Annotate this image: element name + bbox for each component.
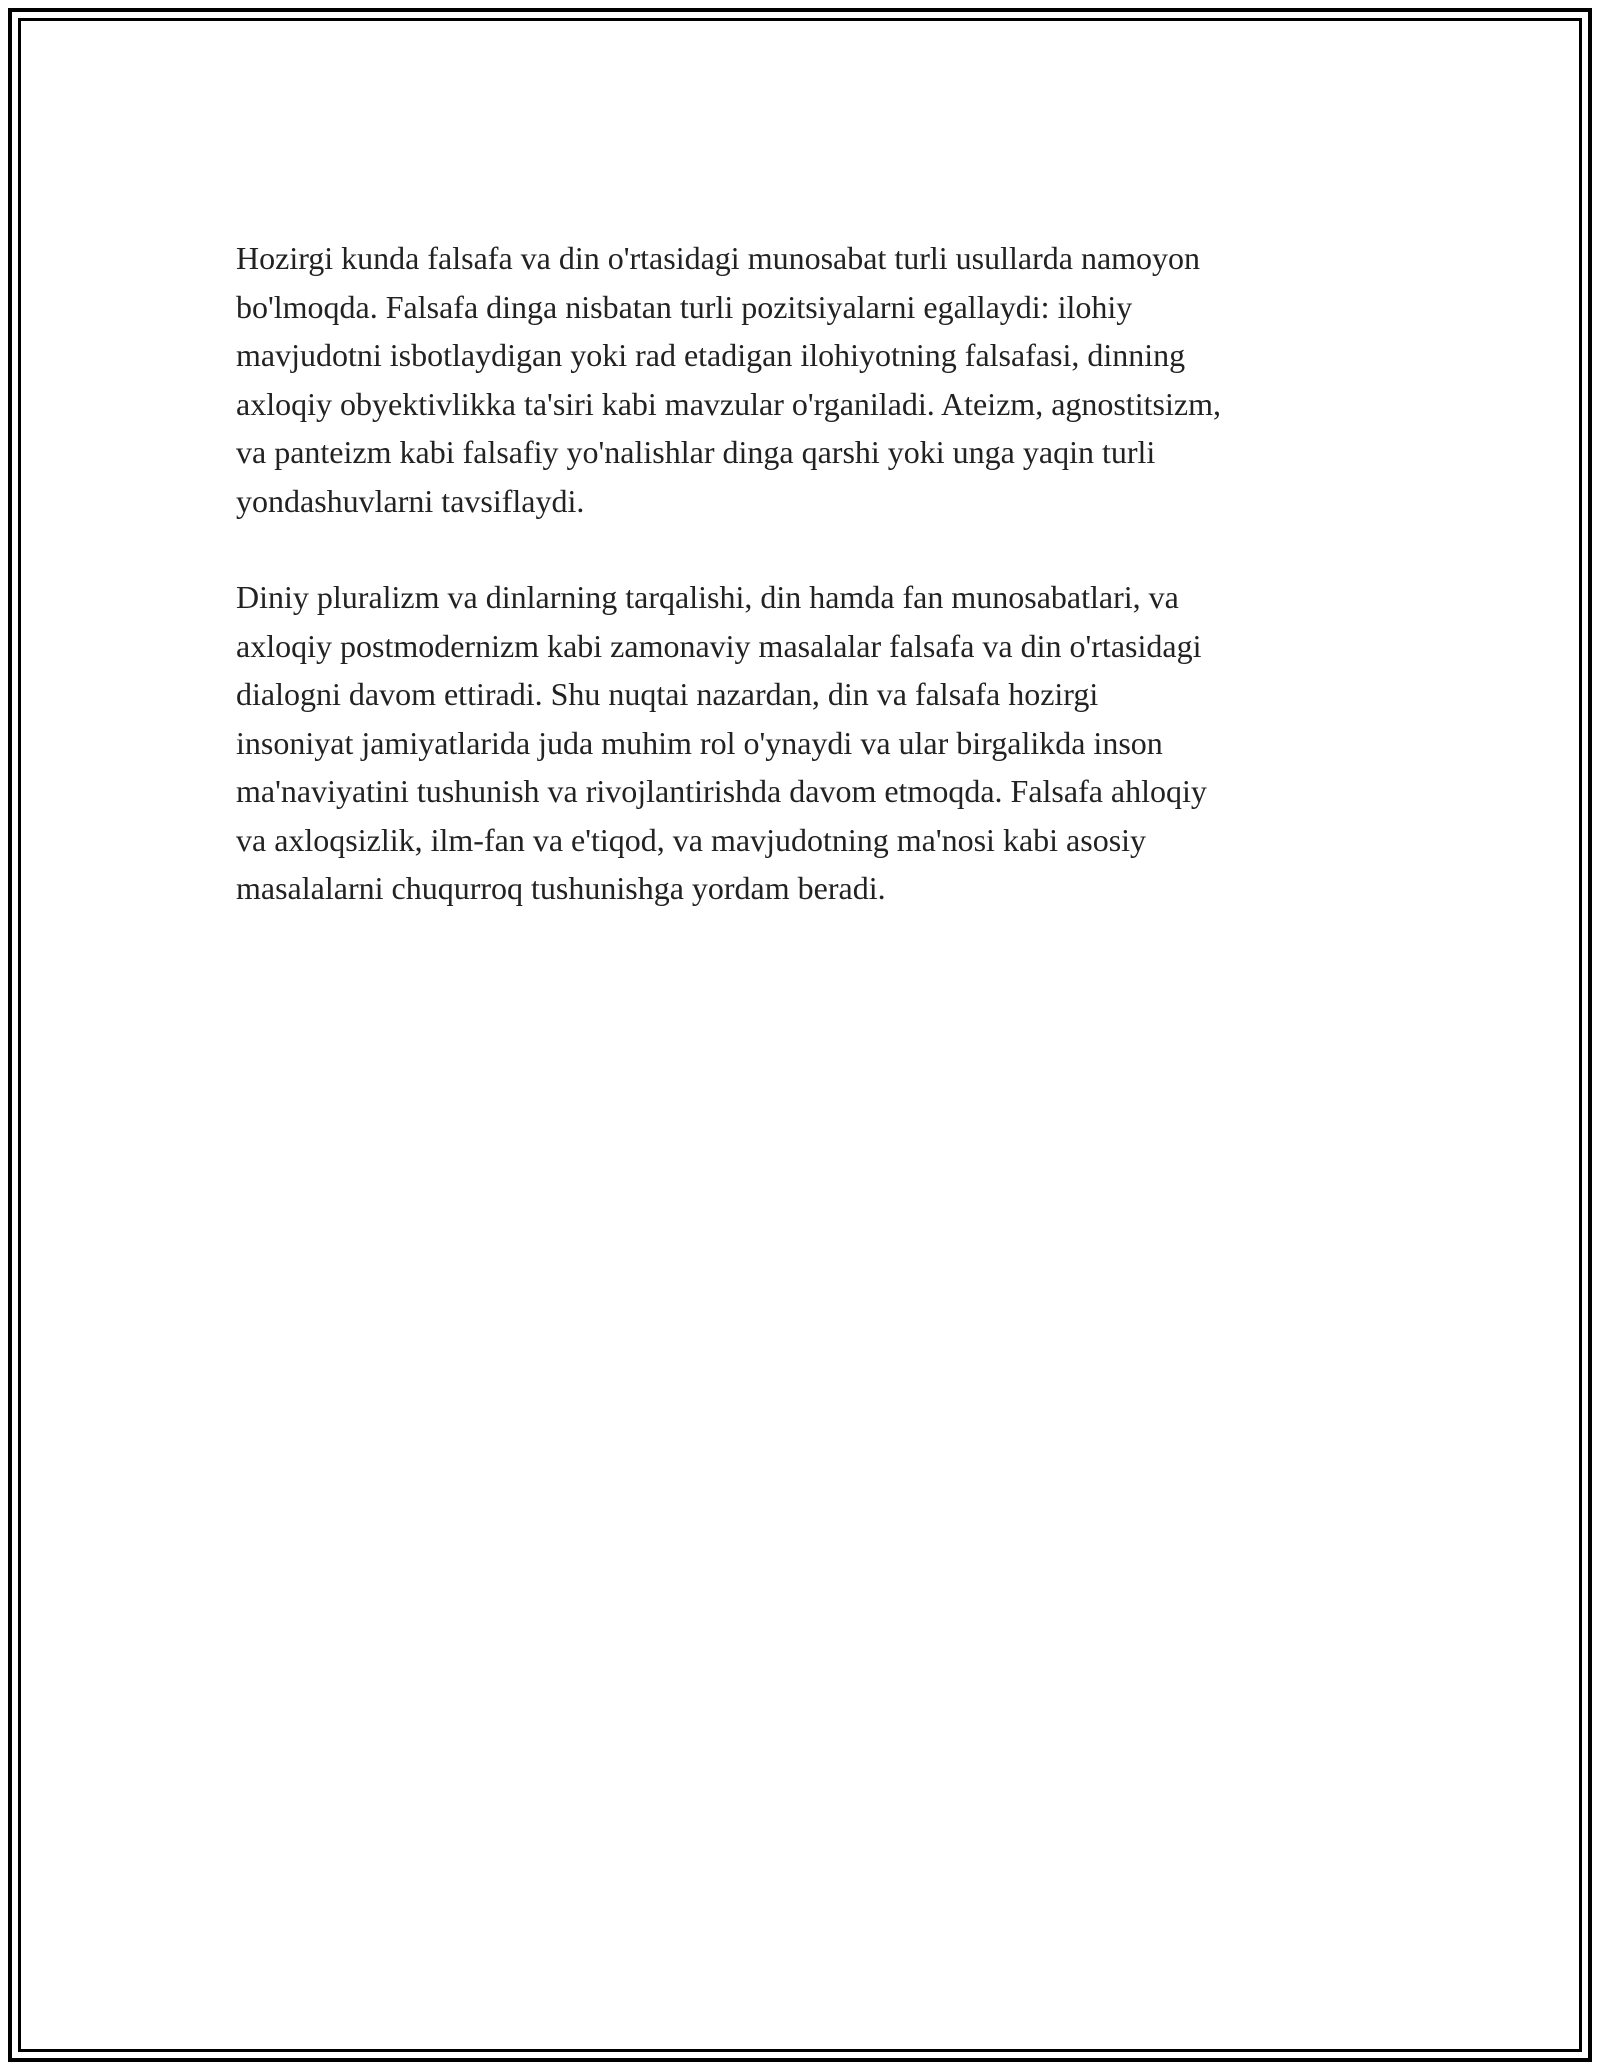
document-body [236, 234, 1396, 961]
paragraph-2: Diniy pluralizm va dinlarning tarqalishi, din hamda fan munosabatlari, va axloqiy postmodernizm kabi zamonaviy masalalar falsafa va din o'rtasidagi dialogni davom ettiradi. Shu nuqtai nazardan, din va falsafa hozirgi insoniyat jamiyatlarida juda muhim rol o'ynaydi va ular birgalikda inson ma'naviyatini tushunish va rivojlantirishda davom etmoqda. Falsafa ahloqiy va axloqsizlik, ilm-fan va e'tiqod, va mavjudotning ma'nosi kabi asosiy masalalarni chuqurroq tushunishga yordam beradi. [236, 579, 1207, 906]
paragraph-1: Hozirgi kunda falsafa va din o'rtasidagi munosabat turli usullarda namoyon bo'lmoqda. Falsafa dinga nisbatan turli pozitsiyalarni egallaydi: ilohiy mavjudotni isbotlaydigan yoki rad etadigan ilohiyotning falsafasi, dinning axloqiy obyektivlikka ta'siri kabi mavzular o'rganiladi. Ateizm, agnostitsizm, va panteizm kabi falsafiy yo'nalishlar dinga qarshi yoki unga yaqin turli yondashuvlarni tavsiflaydi. [236, 240, 1221, 519]
